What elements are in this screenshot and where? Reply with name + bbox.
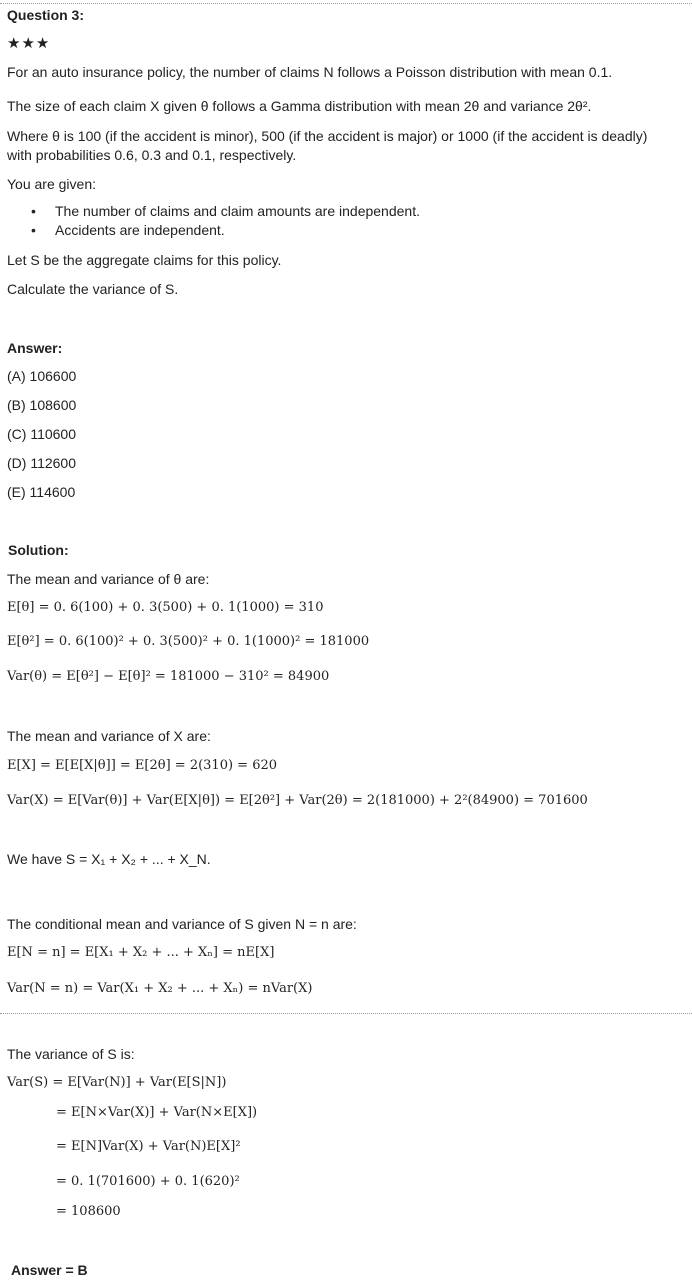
question-paragraph-3a: Where θ is 100 (if the accident is minor), 500 (if the accident is major) or 1000 (if the accident is deadly) bbox=[7, 128, 648, 144]
solution-line: The conditional mean and variance of S given N = n are: bbox=[7, 916, 357, 932]
formula-line: Var(X) = E[Var(θ)] + Var(E[X|θ]) = E[2θ²] + Var(2θ) = 2(181000) + 2²(84900) = 701600 bbox=[7, 793, 588, 808]
answer-option-a: (A) 106600 bbox=[7, 368, 77, 384]
solution-line: The mean and variance of θ are: bbox=[7, 571, 210, 587]
final-answer: Answer = B bbox=[11, 1262, 88, 1278]
bullet-text: The number of claims and claim amounts are independent. bbox=[55, 203, 420, 219]
answer-heading: Answer: bbox=[7, 340, 63, 356]
answer-option-b: (B) 108600 bbox=[7, 397, 77, 413]
formula-line: E[θ] = 0. 6(100) + 0. 3(500) + 0. 1(1000) = 310 bbox=[7, 600, 324, 615]
formula-line: = 0. 1(701600) + 0. 1(620)² bbox=[56, 1174, 240, 1189]
bullet-text: Accidents are independent. bbox=[55, 222, 225, 238]
solution-heading: Solution: bbox=[8, 542, 69, 558]
difficulty-stars: ★★★ bbox=[7, 35, 51, 52]
question-paragraph-3b: with probabilities 0.6, 0.3 and 0.1, respectively. bbox=[7, 147, 297, 163]
closing-line-2: Calculate the variance of S. bbox=[7, 281, 179, 297]
formula-line: E[θ²] = 0. 6(100)² + 0. 3(500)² + 0. 1(1000)² = 181000 bbox=[7, 634, 370, 649]
formula-line: = E[N]Var(X) + Var(N)E[X]² bbox=[56, 1139, 241, 1154]
question-paragraph-1: For an auto insurance policy, the number of claims N follows a Poisson distribution with mean 0.1. bbox=[7, 64, 613, 80]
formula-line: E[X] = E[E[X|θ]] = E[2θ] = 2(310) = 620 bbox=[7, 758, 278, 773]
formula-line: = E[N×Var(X)] + Var(N×E[X]) bbox=[56, 1105, 258, 1120]
top-divider bbox=[0, 3, 692, 4]
formula-line: E[N = n] = E[X₁ + X₂ + ... + Xₙ] = nE[X] bbox=[7, 945, 275, 960]
solution-line: The variance of S is: bbox=[7, 1046, 135, 1062]
answer-option-e: (E) 114600 bbox=[7, 484, 76, 500]
formula-line: = 108600 bbox=[56, 1204, 121, 1219]
given-label: You are given: bbox=[7, 176, 96, 192]
formula-line: Var(N = n) = Var(X₁ + X₂ + ... + Xₙ) = nVar(X) bbox=[7, 981, 313, 996]
solution-line: We have S = X₁ + X₂ + ... + X_N. bbox=[7, 851, 211, 867]
question-title: Question 3: bbox=[7, 7, 85, 23]
mid-divider bbox=[0, 1013, 692, 1014]
answer-option-c: (C) 110600 bbox=[7, 426, 77, 442]
formula-line: Var(θ) = E[θ²] − E[θ]² = 181000 − 310² = 84900 bbox=[7, 669, 330, 684]
question-paragraph-2: The size of each claim X given θ follows a Gamma distribution with mean 2θ and variance 2θ². bbox=[7, 98, 592, 114]
answer-option-d: (D) 112600 bbox=[7, 455, 77, 471]
solution-line: The mean and variance of X are: bbox=[7, 728, 211, 744]
closing-line-1: Let S be the aggregate claims for this policy. bbox=[7, 252, 282, 268]
formula-line: Var(S) = E[Var(N)] + Var(E[S|N]) bbox=[7, 1075, 227, 1090]
